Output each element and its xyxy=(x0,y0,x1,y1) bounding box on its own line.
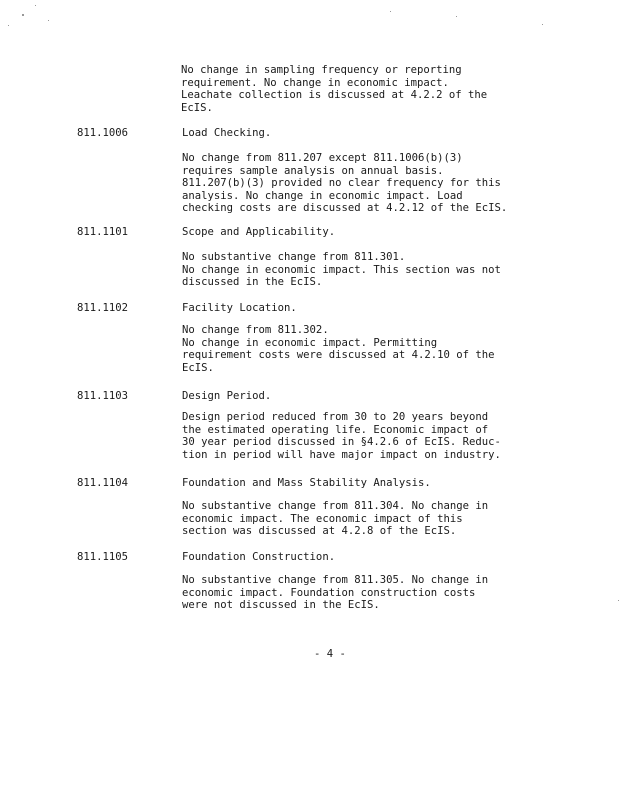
section-number: 811.1105 xyxy=(77,551,129,563)
section-body: Design period reduced from 30 to 20 years beyond the estimated operating life. Economic impact of 30 year period discussed in §4.2.6 of EcIS. Reduc- tion in period will have major impact on industry. xyxy=(182,411,501,461)
section-body: No change from 811.302. No change in economic impact. Permitting requirement costs were discussed at 4.2.10 of the EcIS. xyxy=(182,324,495,374)
intro-paragraph xyxy=(181,64,571,114)
section-number: 811.1102 xyxy=(77,302,129,314)
section-title: Design Period. xyxy=(182,390,272,402)
section-number: 811.1104 xyxy=(77,477,129,489)
section-number: 811.1006 xyxy=(77,127,129,139)
section-title: Load Checking. xyxy=(182,127,272,139)
scan-speck xyxy=(8,25,9,26)
section-title: Foundation and Mass Stability Analysis. xyxy=(182,477,431,489)
page-number: - 4 - xyxy=(314,648,346,660)
section-number: 811.1101 xyxy=(77,226,129,238)
section-number: 811.1103 xyxy=(77,390,129,402)
scan-speck xyxy=(390,11,391,12)
scan-speck xyxy=(22,14,24,16)
scan-speck xyxy=(35,5,36,6)
section-body: No change from 811.207 except 811.1006(b)(3) requires sample analysis on annual basis. 811.207(b)(3) provided no clear frequency for this analysis. No change in economic impact. Load checking costs are discussed at 4.2.12 of the EcIS. xyxy=(182,152,508,215)
section-body: No substantive change from 811.301. No change in economic impact. This section was not discussed in the EcIS. xyxy=(182,251,501,289)
section-title: Foundation Construction. xyxy=(182,551,336,563)
section-title: Facility Location. xyxy=(182,302,297,314)
scan-speck xyxy=(456,16,457,17)
scan-speck xyxy=(618,600,619,601)
section-title: Scope and Applicability. xyxy=(182,226,336,238)
section-body: No substantive change from 811.304. No change in economic impact. The economic impact of this section was discussed at 4.2.8 of the EcIS. xyxy=(182,500,489,538)
scan-speck xyxy=(542,24,543,25)
scan-speck xyxy=(48,20,49,21)
section-body: No substantive change from 811.305. No change in economic impact. Foundation construction costs were not discussed in the EcIS. xyxy=(182,574,489,612)
intro-text: No change in sampling frequency or reporting requirement. No change in economic impact. Leachate collection is discussed at 4.2.2 of the EcIS. xyxy=(181,64,488,114)
